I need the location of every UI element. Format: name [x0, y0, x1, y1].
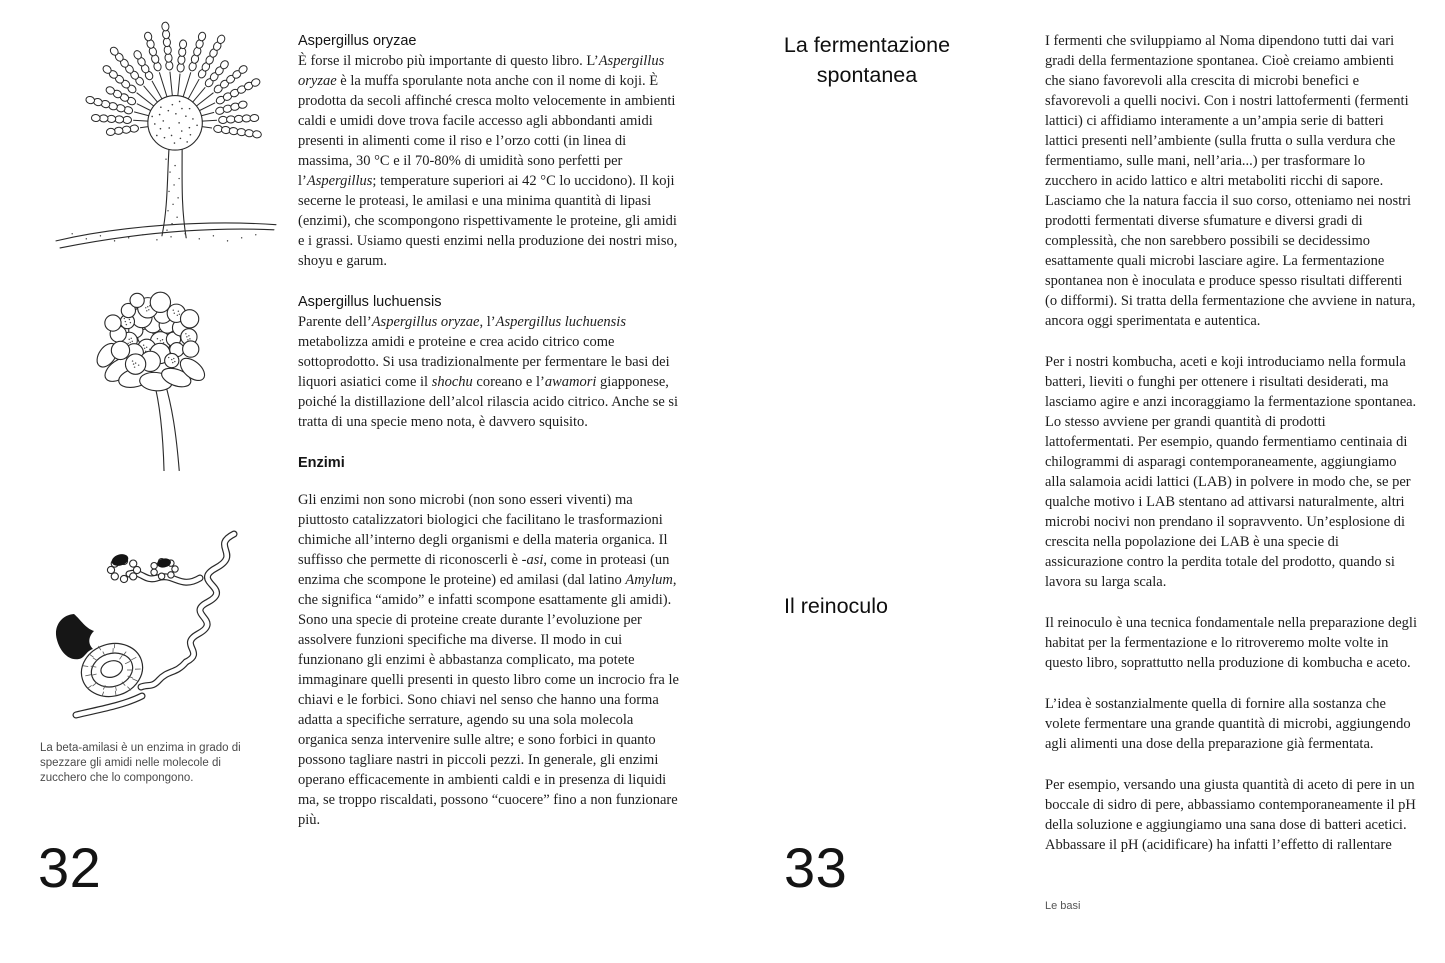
italic-term: Aspergillus luchuensis [495, 314, 626, 330]
section-body: Parente dell’Aspergillus oryzae, l’Aspergillus luchuensis metabolizza amidi e proteine e crea acido citrico come sottoprodotto. Si usa tradizionalmente per fermentare le basi dei liquori asiatici come il shochu coreano e l’awamori giapponese, poiché la distillazione dell’alcol rilascia acido citrico. Anche se si tratta di una specie meno nota, è davvero squisito. [298, 314, 679, 430]
italic-term: Aspergillus [306, 173, 373, 189]
italic-term: awamori [544, 374, 597, 390]
paragraph-reinoculo-2: L’idea è sostanzialmente quella di fornire alla sostanza che volete fermentare una grande quantità di microbi, aggiungendo agli alimenti una dose della preparazione già fermentata. [1045, 696, 1411, 752]
left-text-column [298, 31, 680, 830]
section-aspergillus-oryzae [298, 31, 680, 271]
section-body: È forse il microbo più importante di questo libro. L’Aspergillus oryzae è la muffa sporulante nota anche con il nome di koji. È prodotta da secoli affinché cresca molto velocemente in ambienti caldi e umidi dove trova facile accesso agli abbondanti amidi presenti in alimenti come il riso e l’orzo cotti (in linea di massima, 30 °C e il 70-80% di umidità sono perfetti per l’Aspergillus; temperature superiori ai 42 °C lo uccidono). Il koji secerne le proteasi, le amilasi e una minima quantità di lipasi (enzimi), che scompongono rispettivamente le proteine, gli amidi e i grassi. Usiamo questi enzimi nella produzione dei nostri miso, shoyu e garum. [298, 53, 678, 269]
italic-term: Aspergillus oryzae [371, 314, 480, 330]
paragraph-reinoculo-1: Il reinoculo è una tecnica fondamentale nella preparazione degli habitat per la fermentazione e lo ritroveremo molte volte in questo libro, soprattutto nella produzione di kombucha e aceto. [1045, 615, 1417, 671]
running-footer: Le basi [1045, 900, 1081, 912]
illustration-caption: La beta-amilasi è un enzima in grado di spezzare gli amidi nelle molecole di zucchero che lo compongono. [40, 742, 241, 784]
italic-term: shochu [431, 374, 473, 390]
section-aspergillus-luchuensis [298, 292, 680, 432]
beta-amylase-illustration [28, 524, 258, 734]
page-number-right: 33 [784, 836, 848, 899]
italic-term: Aspergillus oryzae [298, 53, 665, 89]
heading-la-fermentazione-spontanea: La fermentazione spontanea [783, 33, 951, 87]
paragraph-fermentazione-2: Per i nostri kombucha, aceti e koji introduciamo nella formula batteri, lieviti o funghi per ottenere i risultati desiderati, ma lasciamo agire e anzi incoraggiamo la fermentazione spontanea. Lo stesso avviene per grandi quantità di prodotti lattofermentati. Per esempio, quando fermentiamo centinaia di chilogrammi di asparagi contemporaneamente, aggiungiamo alla salamoia acidi lattici (LAB) in polvere in modo che, se per qualche motivo i LAB stentano ad attivarsi naturalmente, altri microbi nocivi non prendano il sopravvento. Un’esplosione di crescita nella popolazione dei LAB è una specie di assicurazione contro la perdita totale del prodotto, quando si lavora su larga scala. [1045, 354, 1417, 590]
aspergillus-oryzae-illustration [50, 26, 282, 256]
italic-term: Amylum [625, 572, 673, 588]
paragraph-reinoculo-3: Per esempio, versando una giusta quantità di aceto di pere in un boccale di sidro di pere, abbassiamo contemporaneamente il pH della soluzione e aggiungiamo una sana dose di batteri acetici. Abbassare il pH (acidificare) ha infatti l’effetto di rallentare [1045, 777, 1416, 853]
aspergillus-luchuensis-illustration [70, 276, 254, 474]
section-heading: Aspergillus oryzae [298, 33, 417, 49]
right-text-column [1045, 31, 1417, 855]
section-heading: Aspergillus luchuensis [298, 294, 442, 310]
heading-il-reinoculo: Il reinoculo [784, 594, 888, 618]
italic-term: -asi [521, 552, 544, 568]
page-number-left: 32 [38, 836, 102, 899]
section-body: Gli enzimi non sono microbi (non sono esseri viventi) ma piuttosto catalizzatori biologici che facilitano le trasformazioni chimiche all’interno degli organismi e della materia organica. Il suffisso che permette di riconoscerli è -asi, come in proteasi (un enzima che scompone le proteine) ed amilasi (dal latino Amylum, che significa “amido” e infatti scompone esattamente gli amidi). Sono una specie di proteine create durante l’evoluzione per assolvere funzioni specifiche ma diverse. Il modo in cui funzionano gli enzimi è abbastanza complicato, ma potete immaginare quelli presenti in questo libro come un incrocio fra le chiavi e le forbici. Sono chiavi nel senso che hanno una forma adatta a specifiche serrature, agendo su una sola molecola organica senza intervenire sulle altre; e sono forbici in quanto possono tagliare nastri in piccoli pezzi. In generale, gli enzimi operano efficacemente in ambienti caldi e in presenza di liquidi ma, se troppo riscaldati, possono “cuocere” fino a non funzionare più. [298, 492, 679, 828]
section-enzimi [298, 453, 680, 830]
paragraph-fermentazione-1: I fermenti che sviluppiamo al Noma dipendono tutti dai vari gradi della fermentazione spontanea. Cioè creiamo ambienti che siano favorevoli alla crescita di microbi benefici e sfavorevoli a quelli nocivi. Con i nostri lattofermenti (fermenti lattici) ci affidiamo interamente a un’ampia serie di batteri lattici presenti nell’ambiente (sulla frutta o sulla verdura che fermentiamo, sulle mani, nell’aria...) per trasformare lo zucchero in acido lattico e altri metaboliti ricchi di sapore. Lasciamo che la natura faccia il suo corso, otteniamo nei nostri prodotti fermentati diverse sfumature e diversi gradi di complessità, che non sarebbero possibili se decidessimo esattamente quali microbi lasciare agire. La fermentazione spontanea non è inoculata e produce spesso risultati differenti (o difformi). Si tratta della fermentazione che avviene in natura, ancora oggi sperimentata e autentica. [1045, 33, 1416, 329]
section-heading: Enzimi [298, 455, 345, 471]
